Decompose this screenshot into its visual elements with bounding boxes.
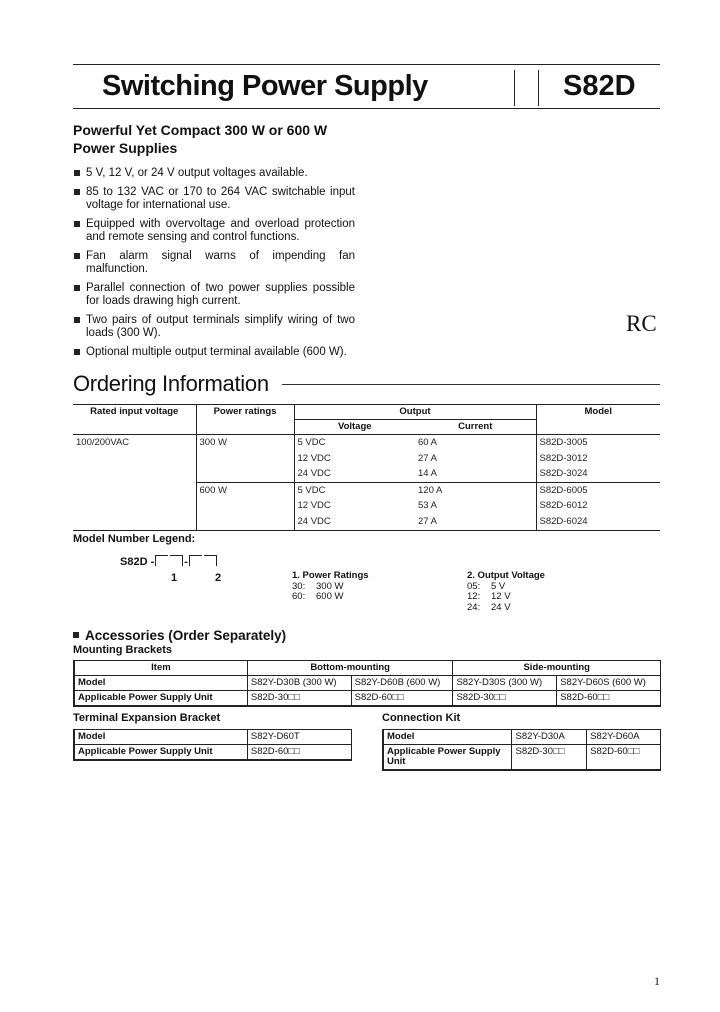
cell-voltage: 5 VDC	[297, 484, 326, 496]
cell-current: 60 A	[418, 437, 438, 448]
cell-model: S82Y-D60T	[247, 730, 351, 745]
header-separator	[514, 70, 515, 106]
row-label: Model	[74, 730, 247, 745]
terminal-bracket-heading: Terminal Expansion Bracket	[73, 712, 221, 724]
feature-item: Parallel connection of two power supplies possible for loads drawing high current.	[73, 282, 355, 308]
terminal-bracket-table	[73, 729, 352, 761]
table-row	[383, 730, 661, 745]
cell-model: S82D-6024	[536, 514, 660, 530]
code-box	[189, 555, 202, 566]
cell-voltage: 12 VDC	[297, 452, 331, 464]
col-header-output: Output	[294, 405, 536, 420]
col-header-rated-input: Rated input voltage	[73, 405, 196, 435]
col-header-side: Side-mounting	[453, 661, 661, 676]
ordering-table	[73, 404, 660, 531]
feature-list	[73, 167, 355, 365]
feature-item: Two pairs of output terminals simplify wiring of two loads (300 W).	[73, 314, 355, 340]
table-row	[383, 745, 661, 771]
accessories-heading: Accessories (Order Separately)	[73, 628, 286, 643]
cell-voltage: 12 VDC	[297, 500, 331, 512]
table-row	[73, 435, 660, 451]
cell-unit: S82D-30□□	[512, 745, 587, 771]
cell-model: S82Y-D30B (300 W)	[247, 676, 351, 691]
code-box	[155, 555, 168, 566]
cell-input-voltage: 100/200VAC	[73, 435, 196, 531]
cell-model: S82D-3012	[536, 451, 660, 467]
table-row	[74, 676, 661, 691]
cell-model: S82Y-D30A	[512, 730, 587, 745]
page-number: 1	[654, 974, 660, 988]
cell-model: S82D-3024	[536, 466, 660, 482]
row-label: Applicable Power Supply Unit	[383, 745, 512, 771]
model-code-diagram	[120, 555, 218, 568]
connection-kit-table	[382, 729, 661, 771]
row-label: Model	[74, 676, 247, 691]
cell-model: S82Y-D60A	[587, 730, 661, 745]
cell-current: 53 A	[418, 500, 438, 512]
cell-model: S82D-6005	[536, 482, 660, 498]
mounting-brackets-heading: Mounting Brackets	[73, 644, 173, 656]
col-header-item: Item	[74, 661, 247, 676]
cell-unit: S82D-30□□	[247, 691, 351, 707]
cell-unit: S82D-60□□	[351, 691, 453, 707]
cell-model: S82Y-D60S (600 W)	[557, 676, 661, 691]
model-name: S82D	[563, 70, 636, 102]
cell-unit: S82D-60□□	[587, 745, 661, 771]
cell-model: S82Y-D30S (300 W)	[453, 676, 557, 691]
col-header-current: Current	[415, 420, 536, 435]
cell-model: S82D-6012	[536, 498, 660, 514]
cell-unit: S82D-30□□	[453, 691, 557, 707]
heading-rule	[282, 384, 660, 385]
ordering-heading: Ordering Information	[73, 371, 269, 396]
legend-power-title: 1. Power Ratings	[292, 570, 369, 581]
mounting-brackets-table	[73, 660, 661, 707]
legend-voltage-title: 2. Output Voltage	[467, 570, 545, 581]
legend-item: 05: 5 V	[467, 580, 506, 592]
col-header-voltage: Voltage	[294, 420, 415, 435]
certification-mark: RC	[626, 311, 657, 336]
row-label: Model	[383, 730, 512, 745]
code-number-1: 1	[171, 572, 178, 584]
col-header-bottom: Bottom-mounting	[247, 661, 453, 676]
feature-item: 85 to 132 VAC or 170 to 264 VAC switchable input voltage for international use.	[73, 186, 355, 212]
cell-power: 300 W	[196, 435, 294, 483]
row-label: Applicable Power Supply Unit	[74, 691, 247, 707]
legend-item: 60: 600 W	[292, 591, 344, 602]
col-header-power: Power ratings	[196, 405, 294, 435]
row-label: Applicable Power Supply Unit	[74, 745, 247, 761]
legend-item: 24: 24 V	[467, 601, 511, 613]
legend-power-ratings	[292, 571, 369, 603]
cell-model: S82D-3005	[536, 435, 660, 451]
bullet-square	[73, 632, 79, 638]
subtitle: Powerful Yet Compact 300 W or 600 W Power Supplies	[73, 122, 328, 156]
header-separator	[538, 70, 539, 106]
table-row	[74, 730, 352, 745]
legend-item: 30: 300 W	[292, 580, 344, 592]
legend-heading: Model Number Legend:	[73, 533, 196, 545]
header-top-rule	[73, 64, 660, 65]
cell-current: 27 A	[418, 452, 438, 464]
cell-voltage: 24 VDC	[294, 514, 415, 530]
connection-kit-heading: Connection Kit	[382, 712, 461, 724]
table-row	[74, 691, 661, 707]
header-bottom-rule	[73, 108, 660, 109]
cell-voltage: 5 VDC	[297, 437, 326, 448]
code-box	[204, 555, 217, 566]
code-number-2: 2	[215, 572, 222, 584]
cell-current: 14 A	[415, 466, 536, 482]
cell-current: 120 A	[418, 484, 443, 496]
page-title: Switching Power Supply	[102, 70, 428, 102]
cell-unit: S82D-60□□	[557, 691, 661, 707]
cell-power: 600 W	[196, 482, 294, 530]
table-row	[74, 745, 352, 761]
legend-output-voltage	[467, 571, 545, 613]
legend-item: 12: 12 V	[467, 591, 511, 602]
code-box	[170, 555, 183, 566]
cell-current: 27 A	[415, 514, 536, 530]
feature-item: 5 V, 12 V, or 24 V output voltages available.	[73, 167, 355, 180]
feature-item: Fan alarm signal warns of impending fan malfunction.	[73, 250, 355, 276]
model-prefix: S82D -	[120, 556, 155, 568]
cell-voltage: 24 VDC	[294, 466, 415, 482]
feature-item: Equipped with overvoltage and overload protection and remote sensing and control functions.	[73, 218, 355, 244]
code-dash: -	[184, 556, 188, 568]
cell-unit: S82D-60□□	[247, 745, 351, 761]
cell-model: S82Y-D60B (600 W)	[351, 676, 453, 691]
col-header-model: Model	[536, 405, 660, 435]
feature-item: Optional multiple output terminal available (600 W).	[73, 346, 355, 359]
